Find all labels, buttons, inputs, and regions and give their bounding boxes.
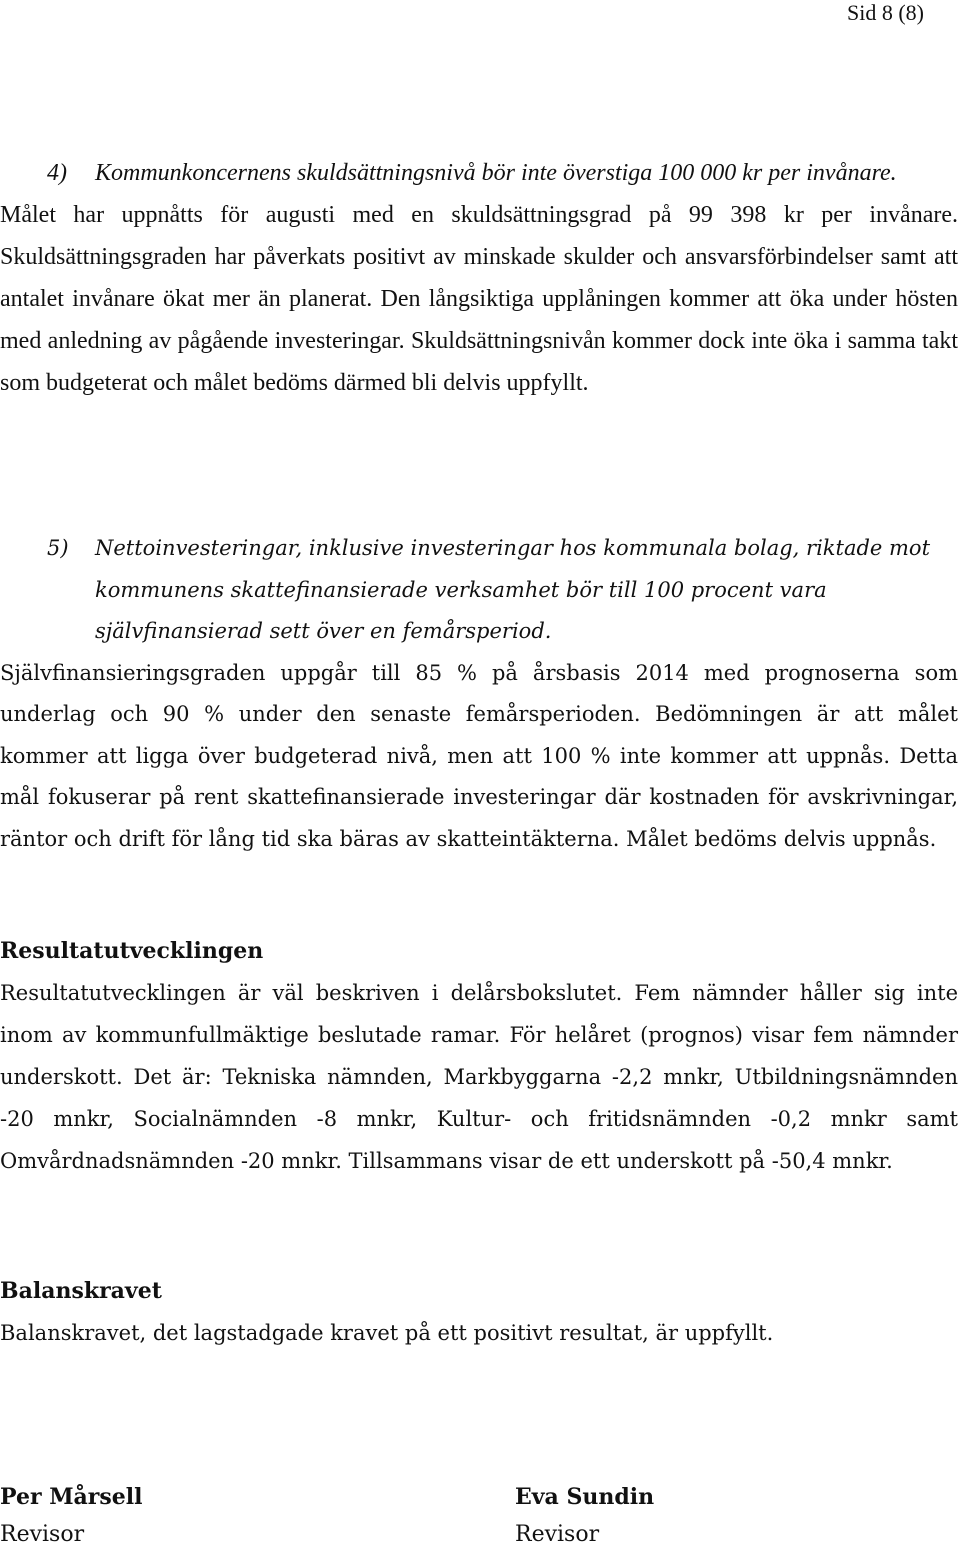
signature-name: Eva Sundin — [515, 1484, 655, 1510]
resultat-section — [0, 930, 958, 1182]
goal-5-heading-text: Nettoinvesteringar, inklusive investeringar hos kommunala bolag, riktade mot kommunens skattefinansierade verksamhet bör till 100 procent vara självfinansierad sett över en femårsperiod. — [95, 536, 931, 643]
signature-role: Revisor — [0, 1522, 85, 1547]
goal-5-section — [0, 528, 958, 860]
resultat-text: Resultatutvecklingen är väl beskriven i delårsbokslutet. Fem nämnder håller sig inte inom av kommunfullmäktige beslutade ramar. För helåret (prognos) visar fem nämnder underskott. Det är: Tekniska nämnden, Markbyggarna -2,2 mnkr, Utbildningsnämnden -20 mnkr, Socialnämnden -8 mnkr, Kultur- och fritidsnämnden -0,2 mnkr samt Omvårdnadsnämnden -20 mnkr. Tillsammans visar de ett underskott på -50,4 mnkr. — [0, 981, 958, 1173]
goal-5-text: Självfinansieringsgraden uppgår till 85 % på årsbasis 2014 med prognoserna som underlag och 90 % under den senaste femårsperioden. Bedömningen är att målet kommer att ligga över budgeterad nivå, men att 100 % inte kommer att uppnås. Detta mål fokuserar på rent skattefinansierade investeringar där kostnaden för avskrivningar, räntor och drift för lång tid ska bäras av skatteintäkterna. Målet bedöms delvis uppnås. — [0, 660, 958, 851]
goal-4-text: Målet har uppnåtts för augusti med en skuldsättningsgrad på 99 398 kr per invånare. Skuldsättningsgraden har påverkats positivt av minskade skulder och ansvarsförbindelser samt att antalet invånare ökat mer än planerat. Den långsiktiga upplåningen kommer att öka under hösten med anledning av pågående investeringar. Skuldsättningsnivån kommer dock inte öka i samma takt som budgeterat och målet bedöms därmed bli delvis uppfyllt. — [0, 202, 958, 396]
page-number: Sid 8 (8) — [847, 0, 924, 25]
balans-section — [0, 1270, 958, 1354]
signature-role: Revisor — [515, 1522, 600, 1547]
signature-name: Per Mårsell — [0, 1484, 143, 1510]
goal-5-number: 5) — [47, 536, 69, 560]
goal-4-heading — [0, 152, 958, 194]
balans-text: Balanskravet, det lagstadgade kravet på ett positivt resultat, är uppfyllt. — [0, 1321, 774, 1345]
signature-2 — [515, 1478, 875, 1554]
goal-5-heading — [0, 528, 958, 653]
goal-4-section — [0, 152, 958, 404]
signature-1 — [0, 1478, 360, 1554]
balans-title: Balanskravet — [0, 1278, 162, 1304]
resultat-title: Resultatutvecklingen — [0, 938, 264, 964]
goal-4-heading-text: Kommunkoncernens skuldsättningsnivå bör inte överstiga 100 000 kr per invånare. — [95, 160, 897, 186]
goal-4-number: 4) — [47, 160, 67, 186]
